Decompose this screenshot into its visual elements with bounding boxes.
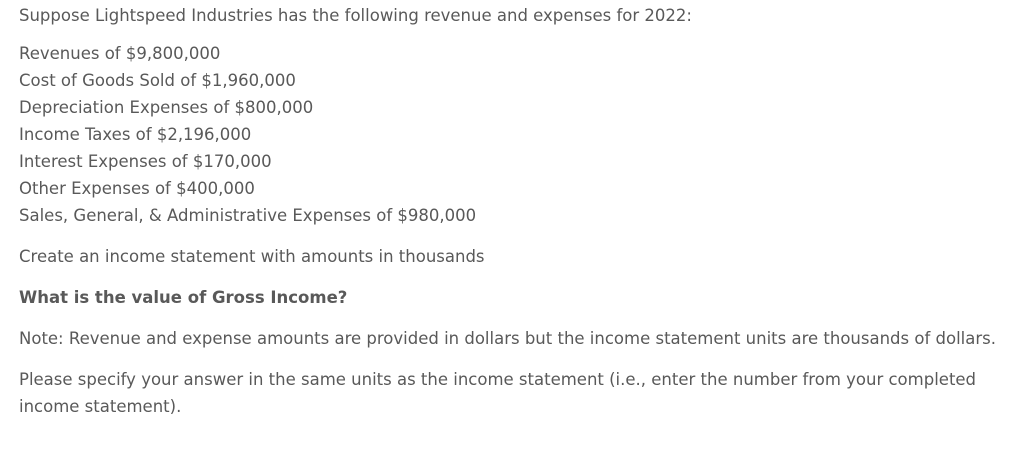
list-item-other-expenses: Other Expenses of $400,000 — [19, 179, 255, 198]
financial-items-list — [19, 40, 999, 229]
question-text: What is the value of Gross Income? — [19, 288, 348, 307]
list-item-depreciation: Depreciation Expenses of $800,000 — [19, 98, 314, 117]
list-item-sga: Sales, General, & Administrative Expenses of $980,000 — [19, 206, 477, 225]
note-text: Note: Revenue and expense amounts are provided in dollars but the income statement units are thousands of dollars. — [19, 329, 996, 348]
problem-intro: Suppose Lightspeed Industries has the following revenue and expenses for 2022: — [19, 6, 692, 25]
specify-text: Please specify your answer in the same units as the income statement (i.e., enter the number from your completed income statement). — [19, 370, 977, 416]
list-item-revenues: Revenues of $9,800,000 — [19, 44, 221, 63]
list-item-cogs: Cost of Goods Sold of $1,960,000 — [19, 71, 296, 90]
list-item-interest: Interest Expenses of $170,000 — [19, 152, 272, 171]
instruction-text: Create an income statement with amounts in thousands — [19, 247, 485, 266]
list-item-income-taxes: Income Taxes of $2,196,000 — [19, 125, 252, 144]
